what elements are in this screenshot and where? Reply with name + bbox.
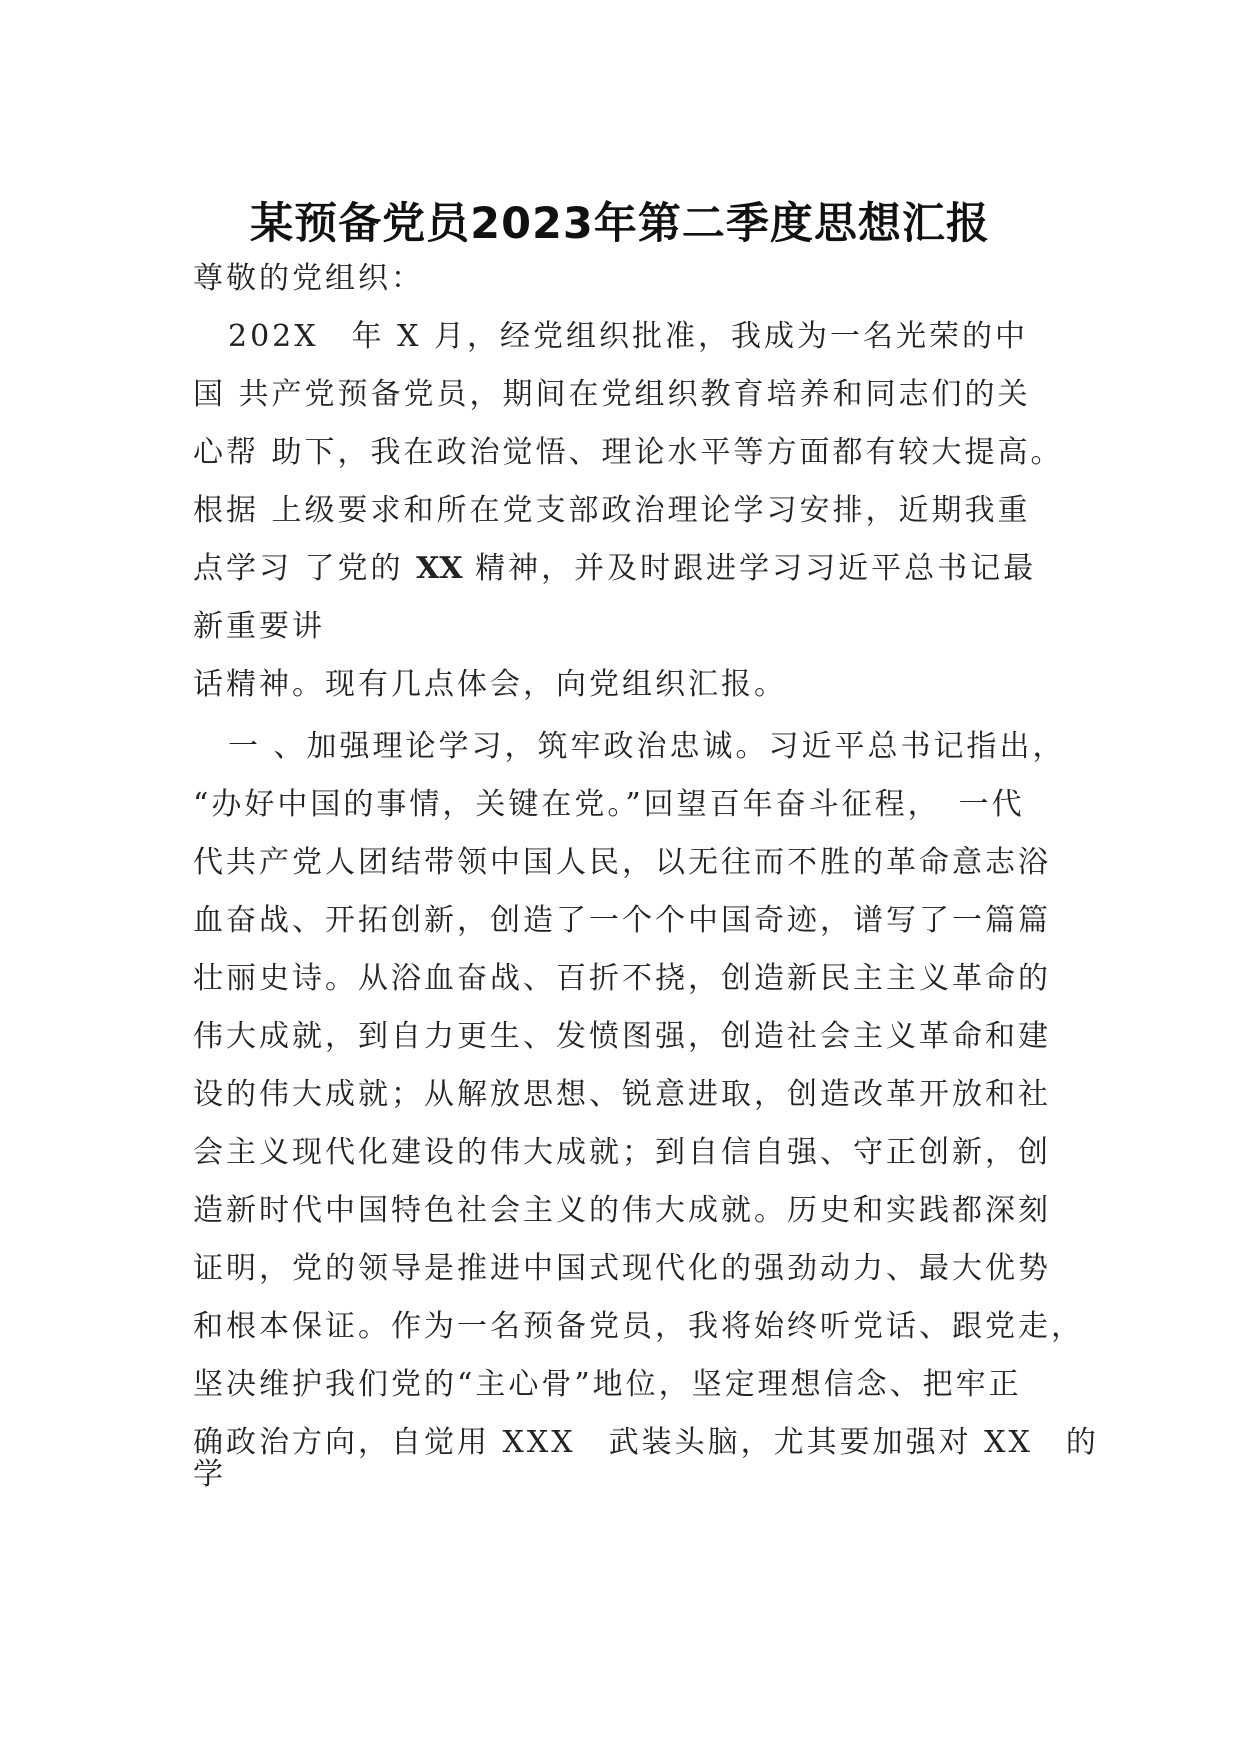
para2-line: 代共产党人团结带领中国人民，以无往而不胜的革命意志浴 [193,845,1051,880]
para2-line: 会主义现代化建设的伟大成就；到自信自强、守正创新，创 [193,1135,1051,1170]
para2-line: 证明，党的领导是推进中国式现代化的强劲动力、最大优势 [193,1251,1051,1286]
para2-line: 一 、加强理论学习，筑牢政治忠诚。习近平总书记指出， [228,729,1066,764]
para1-line: 国 共产党预备党员，期间在党组织教育培养和同志们的关 [193,377,1031,412]
document-title: 某预备党员2023年第二季度思想汇报 [250,199,990,249]
para2-line: 和根本保证。作为一名预备党员，我将始终听党话、跟党走， [193,1309,1084,1344]
para1-line: 心帮 助下，我在政治觉悟、理论水平等方面都有较大提高。 [193,435,1064,470]
para2-line: 设的伟大成就；从解放思想、锐意进取，创造改革开放和社 [193,1077,1051,1112]
para2-line: 坚决维护我们党的“主心骨”地位，坚定理想信念、把牢正 [193,1367,1022,1402]
para1-text: 点学习 了党的 [193,551,417,586]
para1-line: 话精神。现有几点体会，向党组织汇报。 [193,667,787,702]
para2-line: 伟大成就，到自力更生、发愤图强，创造社会主义革命和建 [193,1019,1051,1054]
para2-line: 血奋战、开拓创新，创造了一个个中国奇迹，谱写了一篇篇 [193,903,1051,938]
para1-text: 精神，并及时跟进学习习近平总书记最 [462,551,1037,586]
para1-line: 新重要讲 [193,609,325,644]
para2-line: 壮丽史诗。从浴血奋战、百折不挠，创造新民主主义革命的 [193,961,1051,996]
para2-line: “办好中国的事情，关键在党。”回望百年奋斗征程， 一代 [193,787,1025,822]
para1-line-with-bold [193,549,1036,589]
salutation: 尊敬的党组织： [193,261,424,296]
para2-line: 确政治方向，自觉用 XXX 武装头脑，尤其要加强对 XX 的 [193,1425,1099,1460]
bold-xx: XX [416,551,463,586]
para1-line: 202X 年 X 月，经党组织批准，我成为一名光荣的中 [228,319,1029,354]
para1-line: 根据 上级要求和所在党支部政治理论学习安排，近期我重 [193,493,1031,528]
para2-line: 造新时代中国特色社会主义的伟大成就。历史和实践都深刻 [193,1193,1051,1228]
para2-line: 学 [193,1457,226,1492]
